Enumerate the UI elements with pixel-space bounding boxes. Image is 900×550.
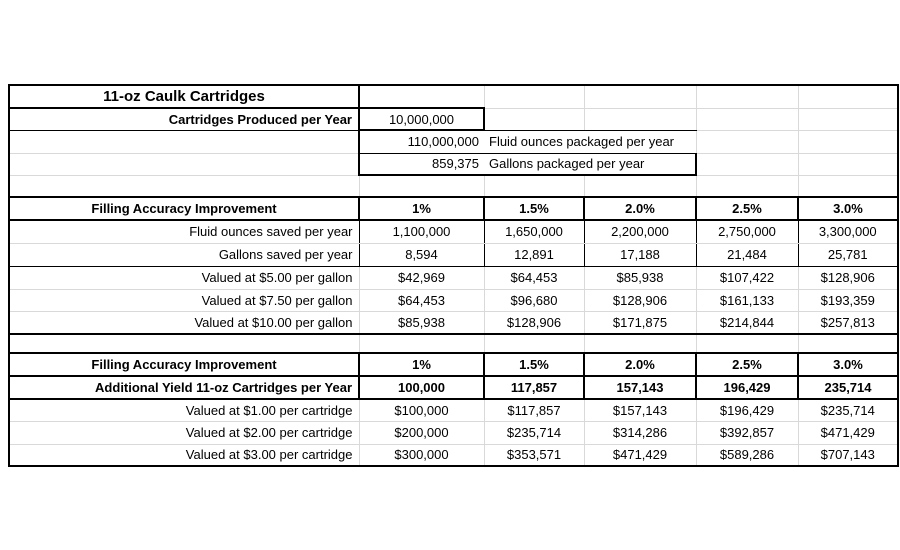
cell-value: $471,429 (584, 444, 696, 466)
empty-cell (484, 334, 584, 353)
cell-value: $214,844 (696, 311, 798, 334)
cell-value: $300,000 (359, 444, 484, 466)
empty-cell (798, 175, 898, 197)
empty-cell (484, 85, 584, 108)
yield-col-header: 1.5% (484, 353, 584, 376)
cell-value: $193,359 (798, 289, 898, 311)
savings-col-header: 2.0% (584, 197, 696, 220)
table-row (9, 243, 898, 266)
additional-yield-row (9, 376, 898, 399)
cell-value: $196,429 (696, 399, 798, 421)
empty-cell (484, 108, 584, 130)
empty-cell (359, 85, 484, 108)
fluid-ounces-label: Fluid ounces packaged per year (484, 130, 696, 153)
cell-value: $392,857 (696, 421, 798, 444)
cell-value: $200,000 (359, 421, 484, 444)
cell-value: $128,906 (798, 266, 898, 289)
savings-col-header: 1% (359, 197, 484, 220)
table-row (9, 311, 898, 334)
cell-value: $96,680 (484, 289, 584, 311)
spacer-row (9, 334, 898, 353)
savings-header-label: Filling Accuracy Improvement (9, 197, 359, 220)
cell-value: 17,188 (584, 243, 696, 266)
cell-value: 12,891 (484, 243, 584, 266)
empty-cell (696, 334, 798, 353)
empty-cell (584, 334, 696, 353)
cell-value: $128,906 (584, 289, 696, 311)
cell-value: 1,100,000 (359, 220, 484, 243)
fluid-ounces-row (9, 130, 898, 153)
yield-col-header: 2.0% (584, 353, 696, 376)
empty-cell (798, 108, 898, 130)
cell-value: $314,286 (584, 421, 696, 444)
table-title: 11-oz Caulk Cartridges (9, 85, 359, 108)
cell-value: $471,429 (798, 421, 898, 444)
additional-yield-value: 100,000 (359, 376, 484, 399)
cell-value: $100,000 (359, 399, 484, 421)
empty-cell (798, 130, 898, 153)
empty-cell (696, 108, 798, 130)
spacer-row (9, 175, 898, 197)
cell-value: $128,906 (484, 311, 584, 334)
cell-value: $117,857 (484, 399, 584, 421)
additional-yield-label: Additional Yield 11-oz Cartridges per Year (9, 376, 359, 399)
produced-label: Cartridges Produced per Year (9, 108, 359, 130)
row-label: Valued at $1.00 per cartridge (9, 399, 359, 421)
empty-cell (696, 130, 798, 153)
cell-value: $157,143 (584, 399, 696, 421)
yield-col-header: 2.5% (696, 353, 798, 376)
cell-value: 2,200,000 (584, 220, 696, 243)
yield-header-label: Filling Accuracy Improvement (9, 353, 359, 376)
cell-value: 3,300,000 (798, 220, 898, 243)
table-row (9, 399, 898, 421)
row-label: Valued at $3.00 per cartridge (9, 444, 359, 466)
empty-cell (798, 153, 898, 175)
cell-value: $707,143 (798, 444, 898, 466)
caulk-cartridges-table (8, 84, 899, 467)
empty-cell (696, 175, 798, 197)
row-label: Valued at $5.00 per gallon (9, 266, 359, 289)
savings-col-header: 1.5% (484, 197, 584, 220)
empty-cell (359, 334, 484, 353)
cell-value: 25,781 (798, 243, 898, 266)
empty-cell (584, 175, 696, 197)
table-row (9, 444, 898, 466)
additional-yield-value: 117,857 (484, 376, 584, 399)
row-label: Valued at $10.00 per gallon (9, 311, 359, 334)
cell-value: $42,969 (359, 266, 484, 289)
savings-col-header: 2.5% (696, 197, 798, 220)
gallons-label: Gallons packaged per year (484, 153, 696, 175)
table-row (9, 421, 898, 444)
cell-value: $85,938 (359, 311, 484, 334)
produced-row (9, 108, 898, 130)
cell-value: 2,750,000 (696, 220, 798, 243)
cell-value: $589,286 (696, 444, 798, 466)
cell-value: $171,875 (584, 311, 696, 334)
gallons-row (9, 153, 898, 175)
table-row (9, 220, 898, 243)
cell-value: $353,571 (484, 444, 584, 466)
cell-value: $235,714 (484, 421, 584, 444)
cell-value: $64,453 (484, 266, 584, 289)
empty-cell (9, 130, 359, 153)
empty-cell (9, 334, 359, 353)
additional-yield-value: 196,429 (696, 376, 798, 399)
cell-value: $64,453 (359, 289, 484, 311)
table-row (9, 266, 898, 289)
yield-col-header: 1% (359, 353, 484, 376)
cell-value: $257,813 (798, 311, 898, 334)
empty-cell (584, 85, 696, 108)
gallons-value: 859,375 (359, 153, 484, 175)
empty-cell (798, 85, 898, 108)
empty-cell (798, 334, 898, 353)
cell-value: $161,133 (696, 289, 798, 311)
additional-yield-value: 157,143 (584, 376, 696, 399)
additional-yield-value: 235,714 (798, 376, 898, 399)
empty-cell (359, 175, 484, 197)
cell-value: $85,938 (584, 266, 696, 289)
produced-value: 10,000,000 (359, 108, 484, 130)
empty-cell (696, 153, 798, 175)
yield-header-row (9, 353, 898, 376)
title-row (9, 85, 898, 108)
savings-col-header: 3.0% (798, 197, 898, 220)
empty-cell (696, 85, 798, 108)
row-label: Valued at $2.00 per cartridge (9, 421, 359, 444)
table-row (9, 289, 898, 311)
row-label: Fluid ounces saved per year (9, 220, 359, 243)
cell-value: 1,650,000 (484, 220, 584, 243)
cell-value: 8,594 (359, 243, 484, 266)
row-label: Valued at $7.50 per gallon (9, 289, 359, 311)
yield-col-header: 3.0% (798, 353, 898, 376)
cell-value: $235,714 (798, 399, 898, 421)
empty-cell (584, 108, 696, 130)
cell-value: $107,422 (696, 266, 798, 289)
savings-header-row (9, 197, 898, 220)
fluid-ounces-value: 110,000,000 (359, 130, 484, 153)
empty-cell (9, 175, 359, 197)
row-label: Gallons saved per year (9, 243, 359, 266)
empty-cell (9, 153, 359, 175)
cell-value: 21,484 (696, 243, 798, 266)
empty-cell (484, 175, 584, 197)
